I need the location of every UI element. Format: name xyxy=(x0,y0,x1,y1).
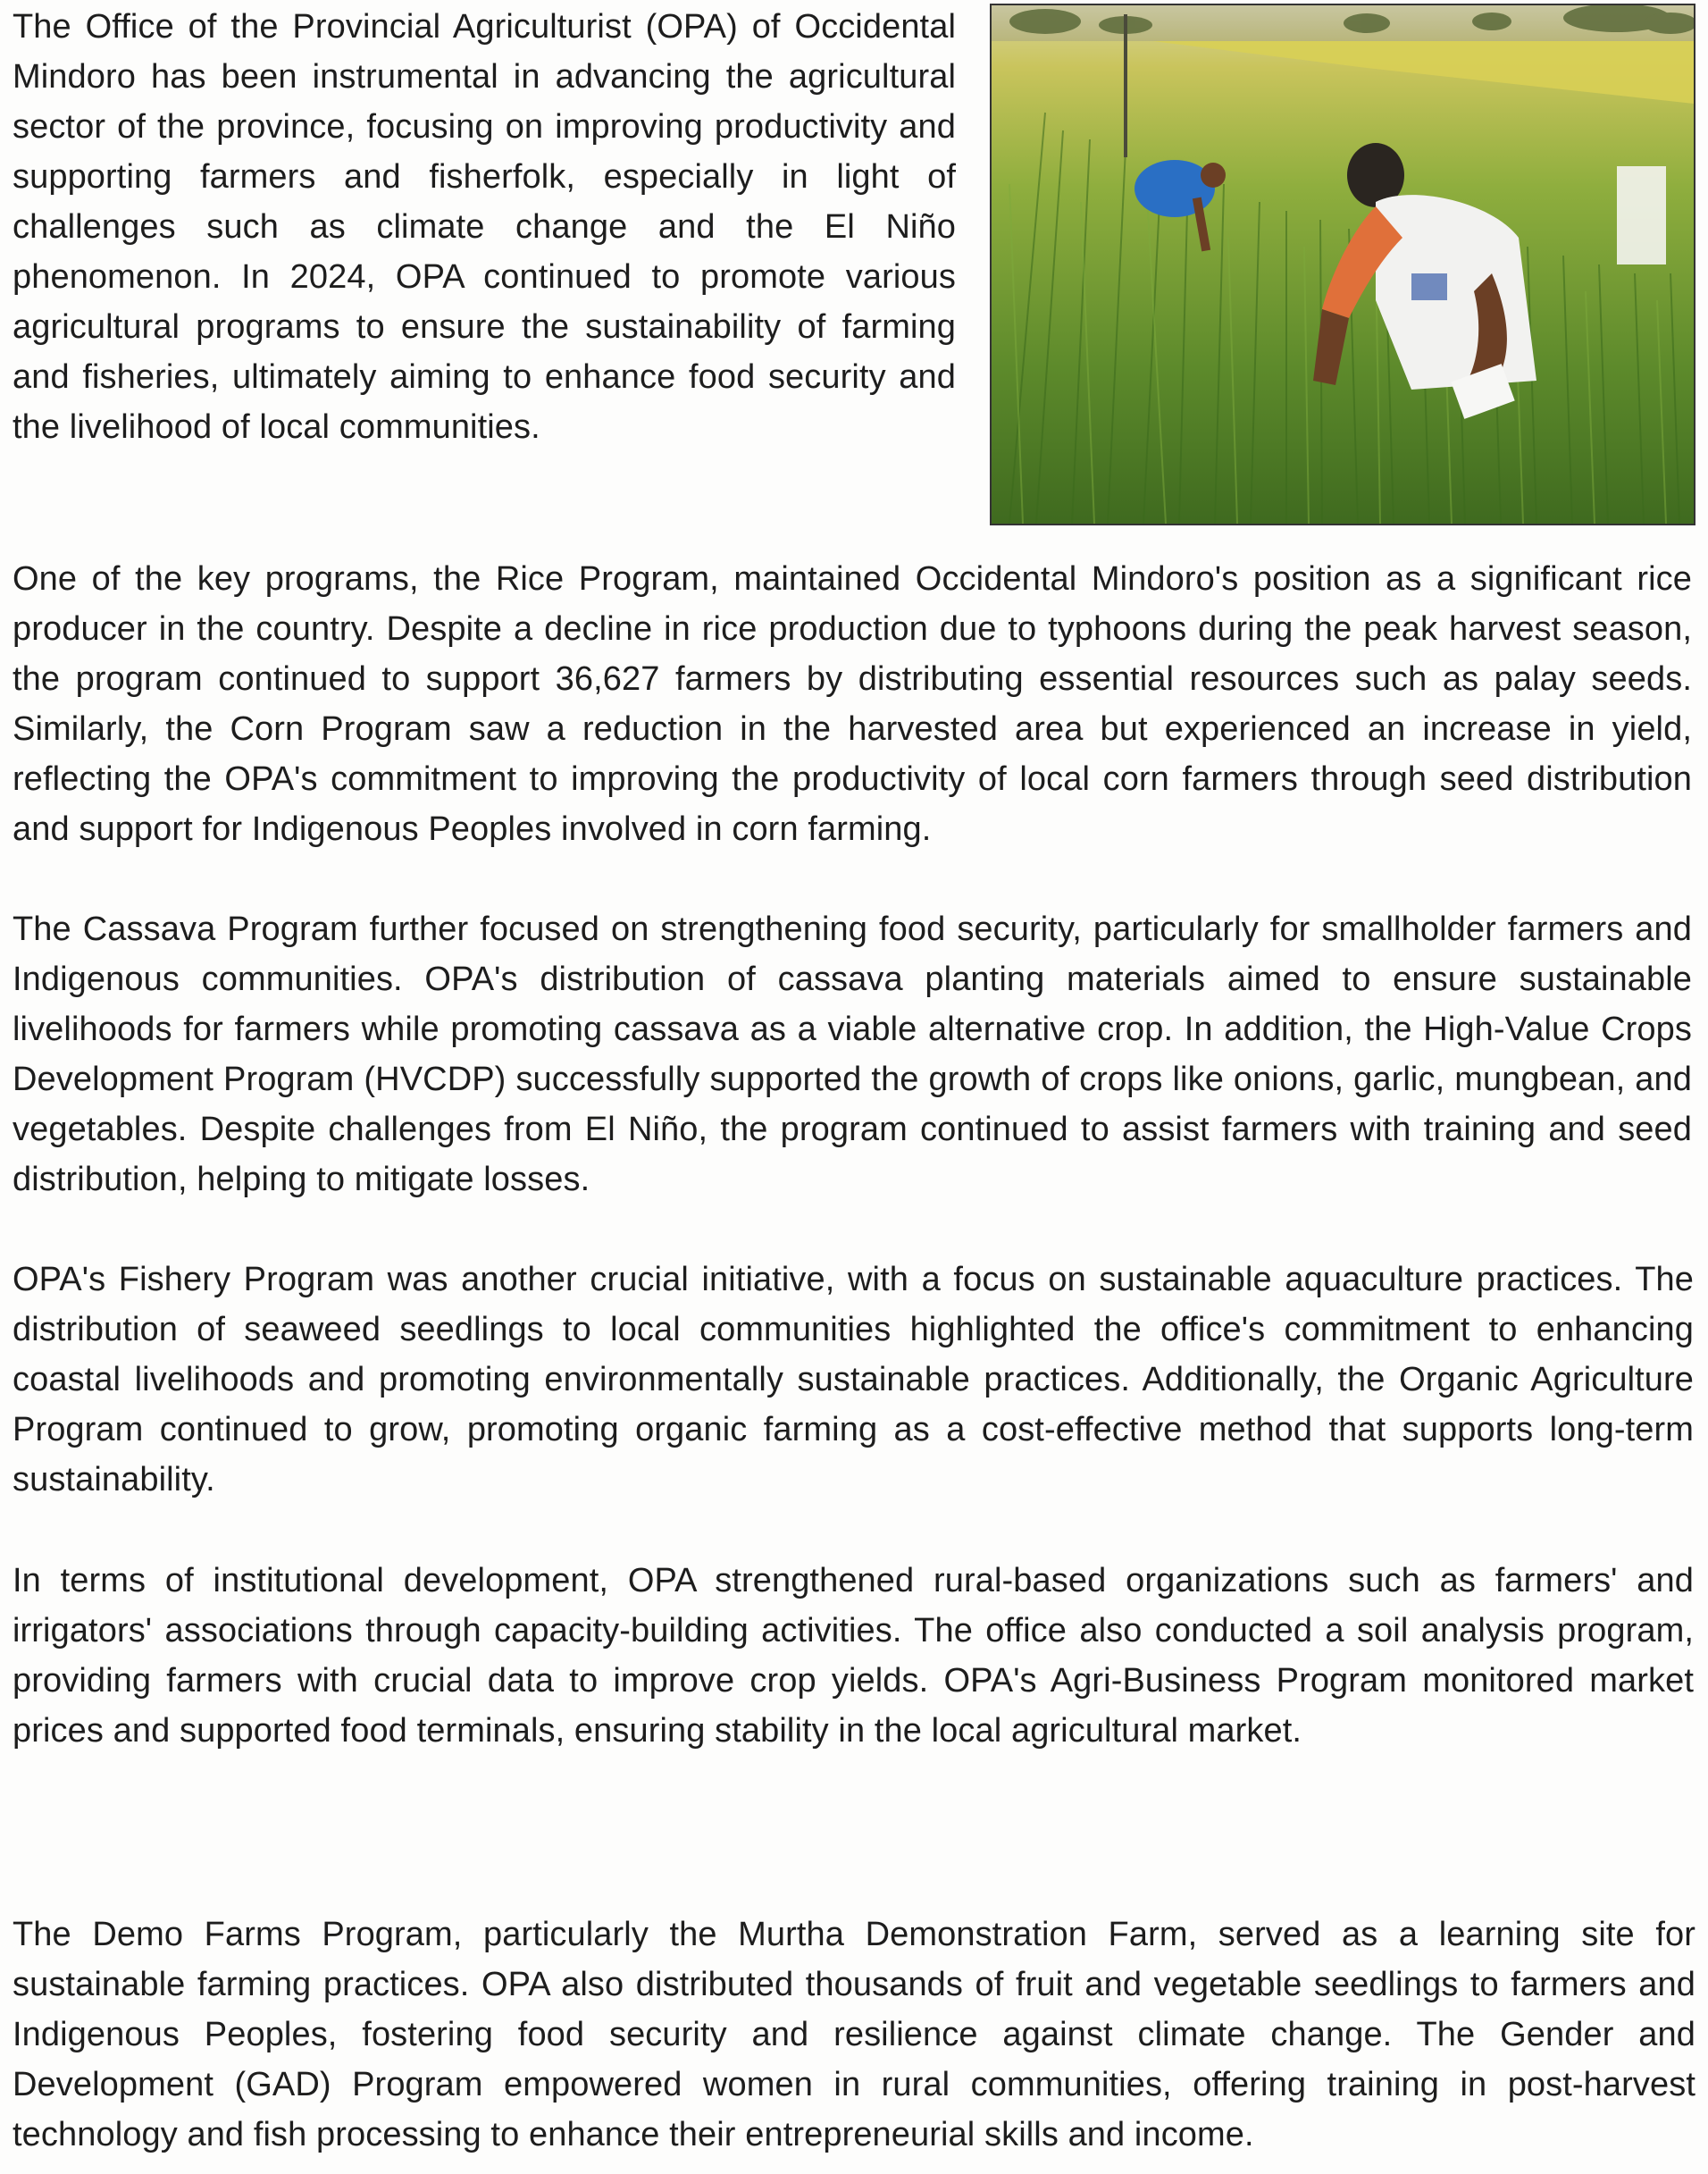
paragraph-rice-corn: One of the key programs, the Rice Program, maintained Occidental Mindoro's position as a significant rice producer in the country. Despite a decline in rice production due to typhoons during the peak harvest season, the program continued to support 36,627 farmers by distributing essential resources such as palay seeds. Similarly, the Corn Program saw a reduction in the harvested area but experienced an increase in yield, reflecting the OPA's commitment to improving the productivity of local corn farmers through seed distribution and support for Indigenous Peoples involved in corn farming. xyxy=(13,560,1692,848)
paragraph-cassava-hvcdp: The Cassava Program further focused on strengthening food security, particularly for smallholder farmers and Indigenous communities. OPA's distribution of cassava planting materials aimed to ensure sustainable livelihoods for farmers while promoting cassava as a viable alternative crop. In addition, the High-Value Crops Development Program (HVCDP) successfully supported the growth of crops like onions, garlic, mungbean, and vegetables. Despite challenges from El Niño, the program continued to assist farmers with training and seed distribution, helping to mitigate losses. xyxy=(13,911,1692,1198)
paragraph-institutional: In terms of institutional development, OPA strengthened rural-based organizations such as farmers' and irrigators' associations through capacity-building activities. The office also conducted a soil analysis program, providing farmers with crucial data to improve crop yields. OPA's Agri-Business Program monitored market prices and supported food terminals, ensuring stability in the local agricultural market. xyxy=(13,1562,1694,1750)
paragraph-intro: The Office of the Provincial Agriculturist (OPA) of Occidental Mindoro has been instrumental in advancing the agricultural sector of the province, focusing on improving productivity and supporting farmers and fisherfolk, especially in light of challenges such as climate change and the El Niño phenomenon. In 2024, OPA continued to promote various agricultural programs to ensure the sustainability of farming and fisheries, ultimately aiming to enhance food security and the livelihood of local communities. xyxy=(13,8,956,446)
paragraph-fishery-organic: OPA's Fishery Program was another crucial initiative, with a focus on sustainable aquaculture practices. The distribution of seaweed seedlings to local communities highlighted the office's commitment to enhancing coastal livelihoods and promoting environmentally sustainable practices. Additionally, the Organic Agriculture Program continued to grow, promoting organic farming as a cost-effective method that supports long-term sustainability. xyxy=(13,1261,1694,1498)
paragraph-demo-farms-gad: The Demo Farms Program, particularly the Murtha Demonstration Farm, served as a learning site for sustainable farming practices. OPA also distributed thousands of fruit and vegetable seedlings to farmers and Indigenous Peoples, fostering food security and resilience against climate change. The Gender and Development (GAD) Program empowered women in rural communities, offering training in post-harvest technology and fish processing to enhance their entrepreneurial skills and income. xyxy=(13,1916,1695,2153)
rice-field-photo xyxy=(990,4,1695,525)
